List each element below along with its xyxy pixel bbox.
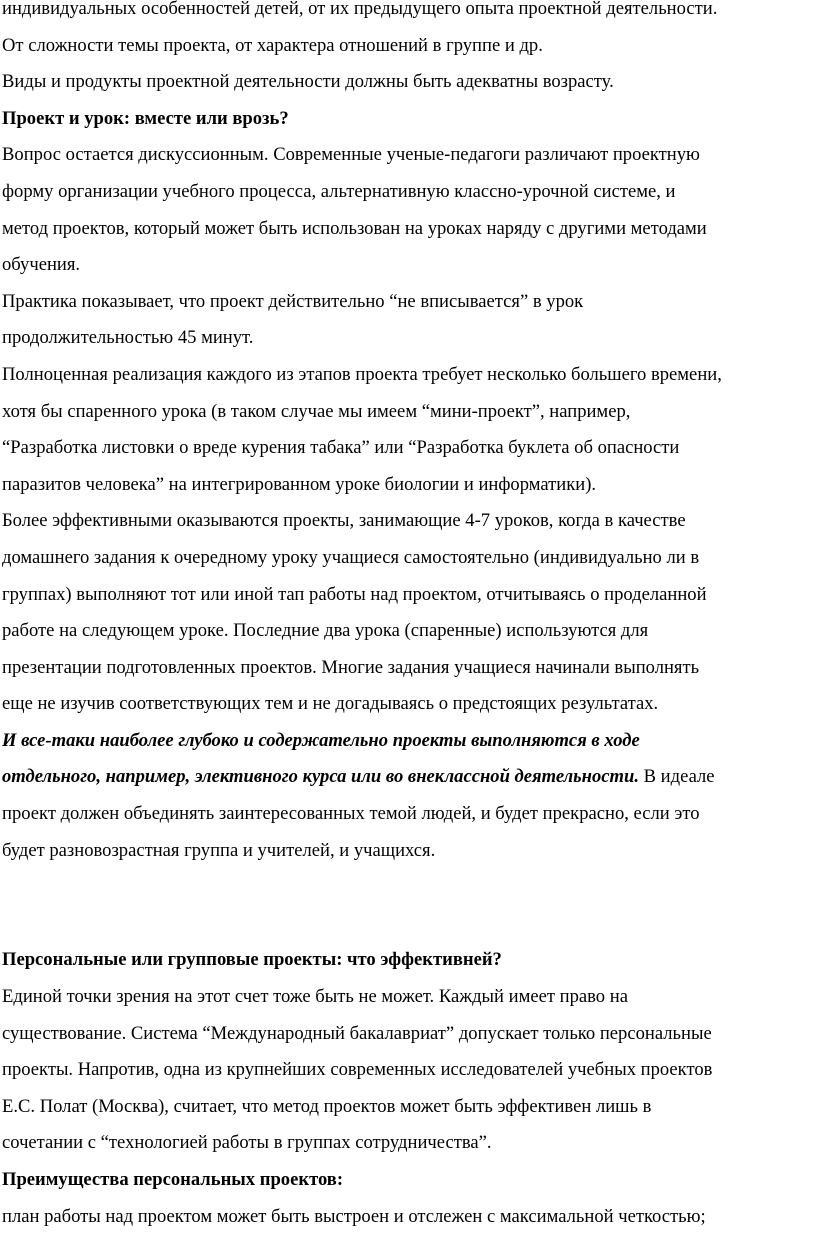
paragraph-implementation (2, 357, 814, 503)
text-line: Более эффективными оказываются проекты, занимающие 4-7 уроков, когда в качестве (2, 510, 686, 532)
text-line: существование. Система “Международный бакалавриат” допускает только персональные (2, 1022, 712, 1044)
emphasis-text: отдельного, например, элективного курса или во внеклассной деятельности. (2, 766, 639, 788)
text-line: форму организации учебного процесса, альтернативную классно-урочной системе, и (2, 180, 676, 202)
text-line: презентации подготовленных проектов. Многие задания учащиеся начинали выполнять (2, 656, 700, 678)
text-line: работе на следующем уроке. Последние два урока (спаренные) используются для (2, 620, 649, 642)
text-line: Полноценная реализация каждого из этапов проекта требует несколько большего времени, (2, 363, 722, 385)
blank-line (2, 869, 814, 906)
text-line: будет разновозрастная группа и учителей, и учащихся. (2, 839, 436, 861)
text-line: метод проектов, который может быть использован на уроках наряду с другими методами (2, 217, 707, 239)
paragraph-plan (2, 1199, 814, 1235)
paragraph-age (2, 64, 814, 101)
text-fragment: В идеале (638, 766, 715, 788)
paragraph-viewpoints (2, 979, 814, 1162)
section-heading: Персональные или групповые проекты: что эффективней? (2, 949, 502, 971)
text-line: проекты. Напротив, одна из крупнейших современных исследователей учебных проектов (2, 1059, 713, 1081)
heading-project-lesson (2, 101, 814, 138)
text-line: группах) выполняют тот или иной тап работы над проектом, отчитываясь о проделанной (2, 583, 707, 605)
heading-personal-group (2, 942, 814, 979)
paragraph-discussion (2, 137, 814, 283)
text-line: индивидуальных особенностей детей, от их предыдущего опыта проектной деятельности. (2, 0, 718, 19)
text-line: Е.С. Полат (Москва), считает, что метод проектов может быть эффективен лишь в (2, 1095, 652, 1117)
paragraph-intro (2, 0, 814, 64)
text-line: Единой точки зрения на этот счет тоже быть не может. Каждый имеет право на (2, 986, 628, 1008)
text-line: хотя бы спаренного урока (в таком случае мы имеем “мини-проект”, например, (2, 400, 631, 422)
document-page (2, 0, 814, 1235)
paragraph-elective (2, 723, 814, 869)
text-line: паразитов человека” на интегрированном уроке биологии и информатики). (2, 473, 597, 495)
text-line (2, 759, 814, 796)
text-line: обучения. (2, 254, 81, 276)
emphasis-line: И все-таки наиболее глубоко и содержательно проекты выполняются в ходе (2, 729, 640, 751)
text-line: Практика показывает, что проект действительно “не вписывается” в урок (2, 290, 584, 312)
heading-personal-advantages (2, 1162, 814, 1199)
paragraph-practice (2, 284, 814, 357)
blank-line (2, 906, 814, 943)
text-line: Виды и продукты проектной деятельности должны быть адекватны возрасту. (2, 71, 614, 93)
text-line: Вопрос остается дискуссионным. Современные ученые-педагоги различают проектную (2, 144, 700, 166)
text-line: домашнего задания к очередному уроку учащиеся самостоятельно (индивидуально ли в (2, 546, 700, 568)
text-line: проект должен объединять заинтересованных темой людей, и будет прекрасно, если это (2, 803, 700, 825)
section-heading: Проект и урок: вместе или врозь? (2, 107, 289, 129)
text-line: От сложности темы проекта, от характера отношений в группе и др. (2, 34, 543, 56)
text-line: план работы над проектом может быть выстроен и отслежен с максимальной четкостью; (2, 1205, 706, 1227)
section-heading: Преимущества персональных проектов: (2, 1169, 344, 1190)
text-line: “Разработка листовки о вреде курения табака” или “Разработка буклета об опасности (2, 437, 680, 459)
text-line: сочетании с “технологией работы в группах сотрудничества”. (2, 1132, 492, 1154)
text-line: еще не изучив соответствующих тем и не догадываясь о предстоящих результатах. (2, 693, 659, 715)
paragraph-effective-projects (2, 503, 814, 723)
text-line: продолжительностью 45 минут. (2, 327, 254, 349)
